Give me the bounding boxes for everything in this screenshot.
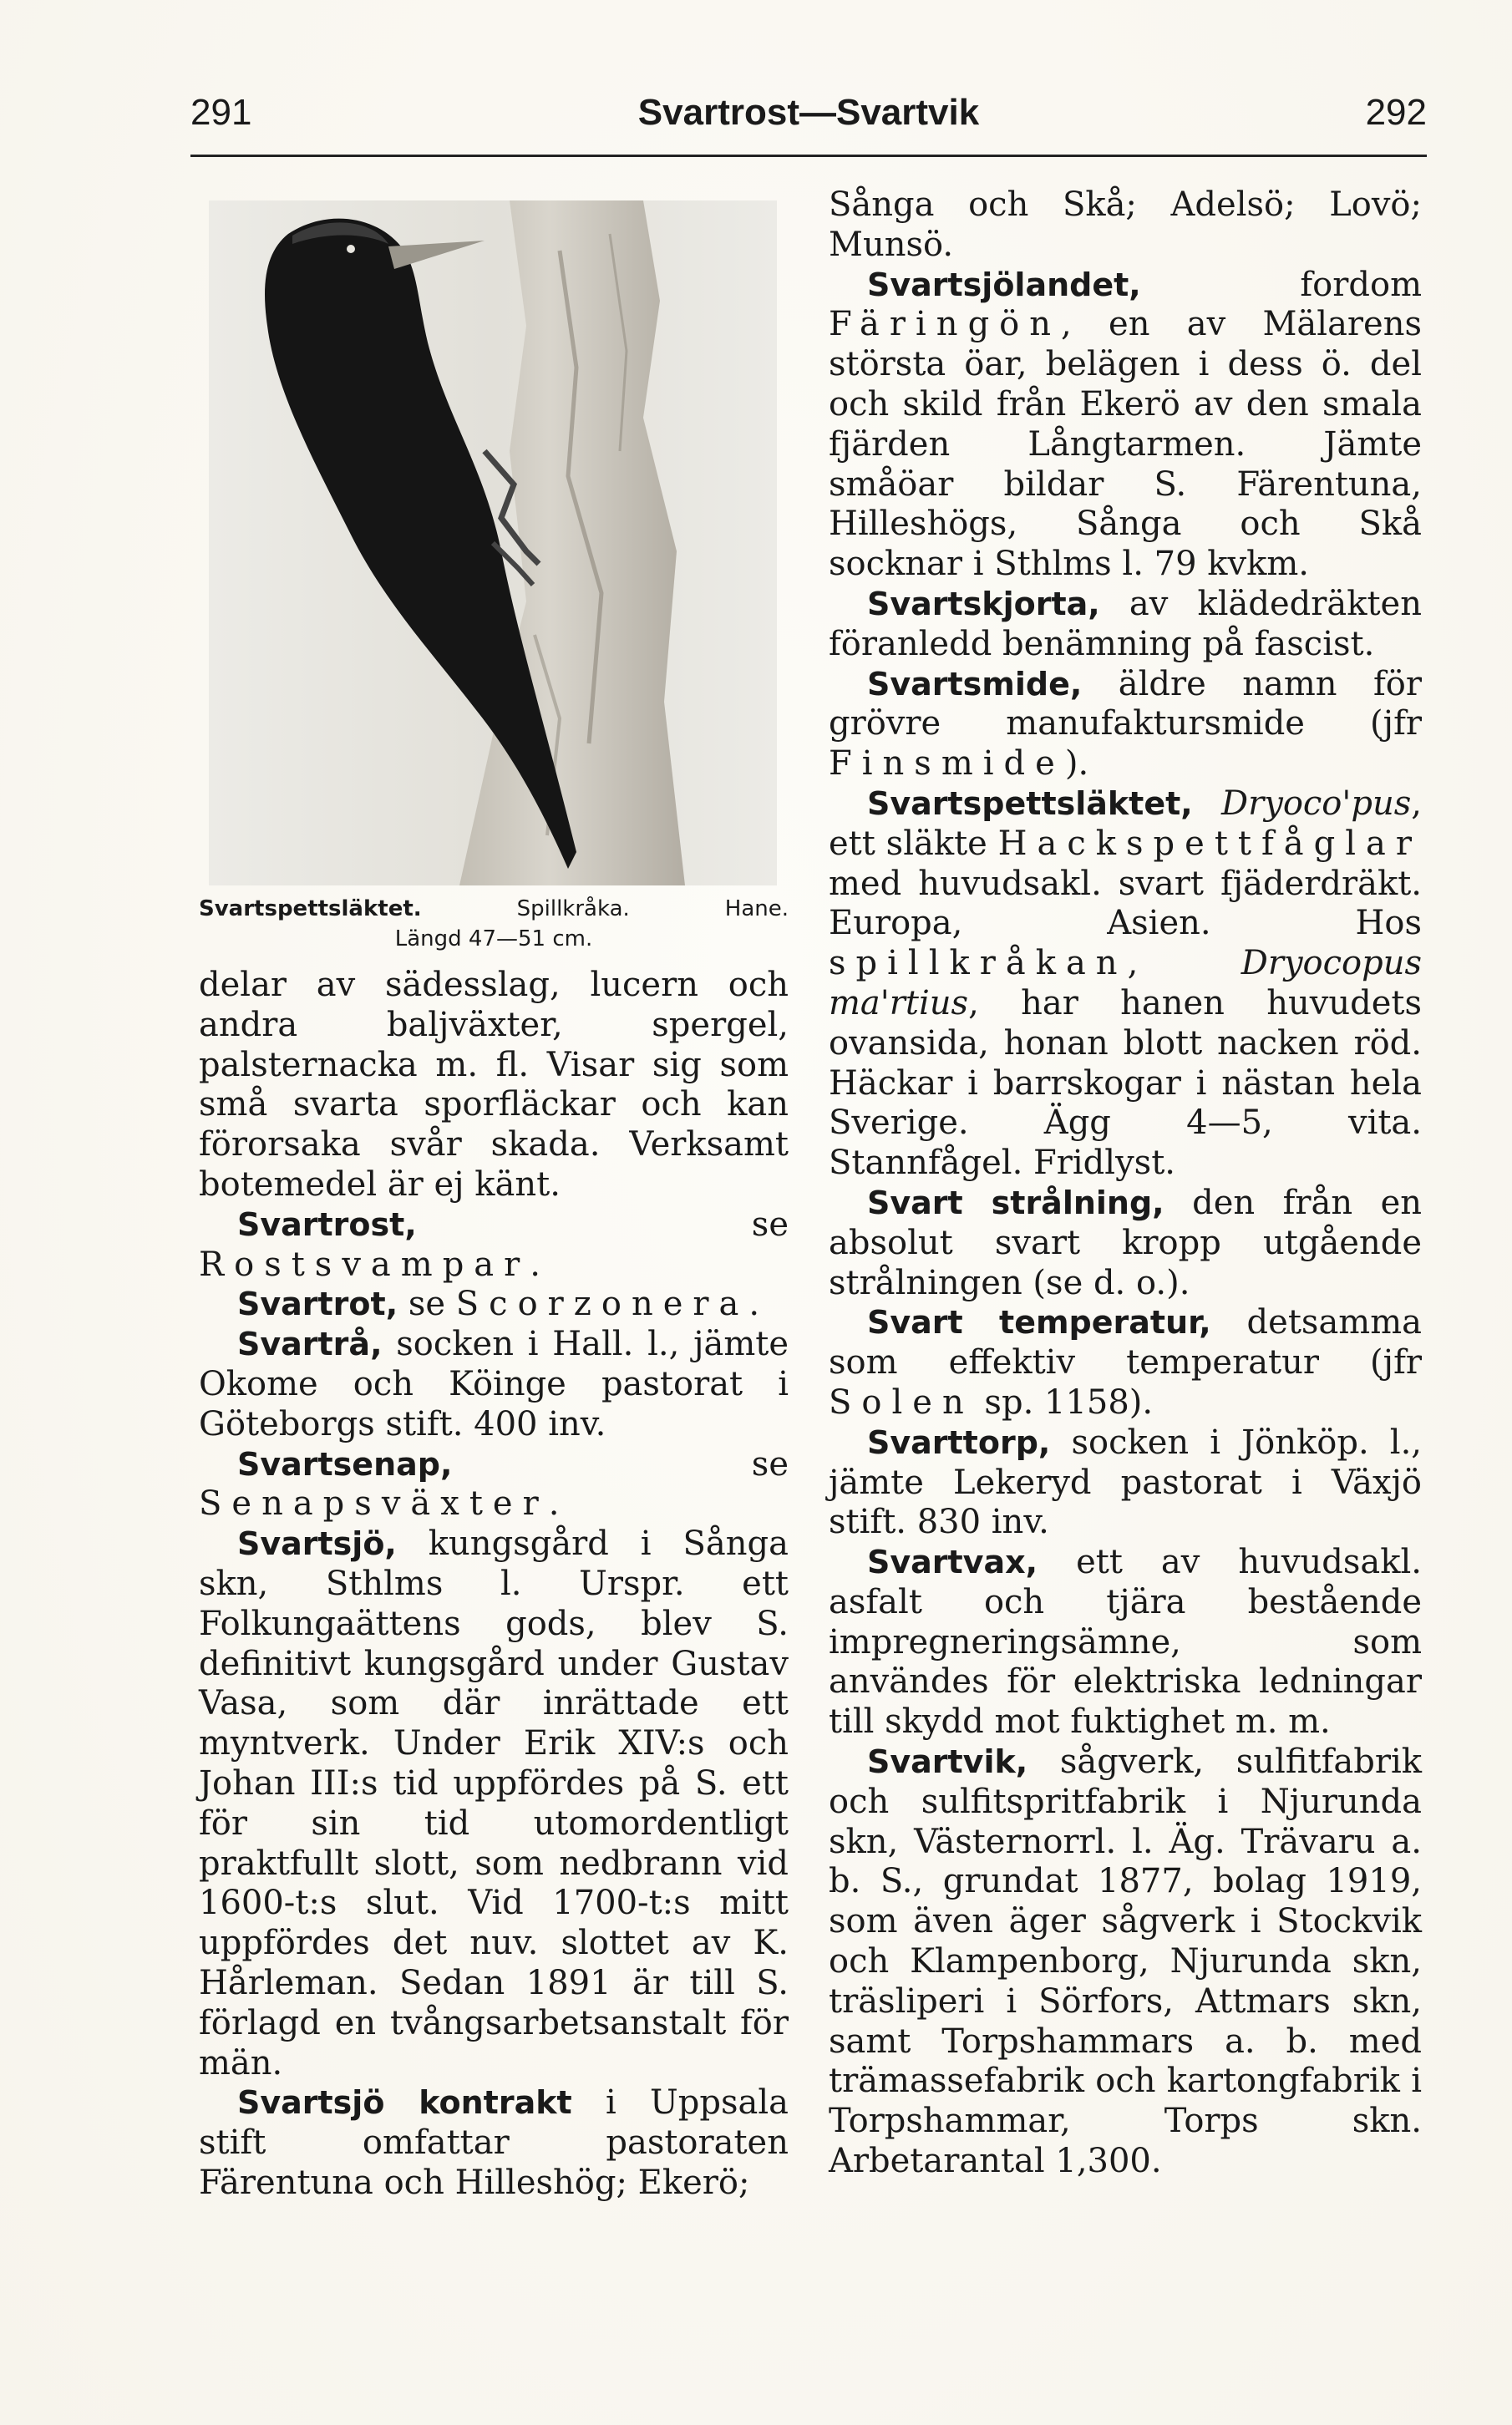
entry-svartvax: Svartvax, ett av huvudsakl. asfalt och tjära bestående impregneringsämne, som användes för elektriska ledningar till skydd mot fuktighet m. m. — [829, 1543, 1422, 1742]
headword: Svarttorp, — [867, 1423, 1051, 1461]
caption-sex: Hane. — [724, 896, 789, 921]
headword: Svartvax, — [867, 1544, 1038, 1581]
left-column — [199, 966, 789, 2204]
entry-svart-temperatur: Svart temperatur, detsamma som effektiv temperatur (jfr Solen sp. 1158). — [829, 1303, 1422, 1422]
entry-svarttorp: Svarttorp, socken i Jönköp. l., jämte Lekeryd pastorat i Växjö stift. 830 inv. — [829, 1423, 1422, 1542]
entry-svartra: Svartrå, socken i Hall. l., jämte Okome och Köinge pastorat i Göteborgs stift. 400 inv. — [199, 1325, 789, 1443]
entry-svartrost: Svartrost, se Rostsvampar. — [199, 1205, 789, 1284]
black-woodpecker-illustration — [209, 200, 777, 885]
running-header — [190, 92, 1427, 150]
entry-svartsenap: Svartsenap, se Senapsväxter. — [199, 1444, 789, 1524]
headword: Svartsjö, — [237, 1525, 397, 1563]
continued-paragraph: delar av sädesslag, lucern och andra baljväxter, spergel, palsternacka m. fl. Visar sig som små svarta sporfläckar och kan förorsaka svår skada. Verksamt botemedel är ej känt. — [199, 966, 789, 1204]
right-column — [829, 185, 1422, 2182]
headword: Svartsenap, — [237, 1445, 453, 1483]
spaced-name: spillkråkan — [829, 944, 1128, 983]
entry-svartsjo: Svartsjö, kungsgård i Sånga skn, Sthlms l. Urspr. ett Folkungaättens gods, blev S. definitivt kungsgård under Gustav Vasa, som där inrättade ett myntverk. Under Erik XIV:s och Johan III:s tid uppfördes på S. ett för sin tid utomordentligt praktfullt slott, som nedbrann vid 1600-t:s slut. Vid 1700-t:s mitt uppfördes det nuv. slottet av K. Hårleman. Sedan 1891 är till S. förlagd en tvångsarbetsanstalt för män. — [199, 1525, 789, 2083]
headword: Svartrot, — [237, 1286, 398, 1323]
cross-reference: Hackspettfåglar — [997, 824, 1422, 863]
page-number-left: 291 — [190, 92, 252, 133]
caption-length: Längd 47—51 cm. — [394, 926, 593, 951]
entry-svartspettslaktet: Svartspettsläktet, Dryoco'pus, ett släkte Hackspettfåglar med huvudsakl. svart fjäderdräkt. Europa, Asien. Hos spillkråkan, Dryocopus ma'rtius, har hanen huvudets ovansida, honan blott nacken röd. Häckar i barrskogar i nästan hela Sverige. Ägg 4—5, vita. Stannfågel. Fridlyst. — [829, 784, 1422, 1183]
caption-species: Spillkråka. — [516, 896, 630, 921]
cross-reference: Finsmide — [829, 744, 1065, 784]
entry-svartskjorta: Svartskjorta, av klädedräkten föranledd benämning på fascist. — [829, 584, 1422, 663]
headword: Svartsjölandet, — [867, 266, 1141, 303]
continued-paragraph: Sånga och Skå; Adelsö; Lovö; Munsö. — [829, 185, 1422, 264]
cross-reference: Scorzonera — [455, 1285, 749, 1324]
entry-svart-stralning: Svart strålning, den från en absolut svart kropp utgående strålningen (se d. o.). — [829, 1183, 1423, 1302]
header-rule — [190, 155, 1427, 157]
headword: Svartvik, — [867, 1743, 1028, 1781]
headword: Svartsjö kontrakt — [237, 2084, 572, 2122]
latin-name: Dryoco'pus — [1192, 784, 1412, 823]
running-title: Svartrost—Svartvik — [637, 92, 980, 133]
headword: Svartrost, — [237, 1205, 417, 1243]
latin-name: Dryocopus ma'rtius — [829, 944, 1422, 1022]
cross-reference: Senapsväxter — [199, 1484, 549, 1524]
entry-svartvik: Svartvik, sågverk, sulfitfabrik och sulfitspritfabrik i Njurunda skn, Västernorrl. l. Äg. Trävaru a. b. S., grundat 1877, bolag 1919, som även äger sågverk i Stockvik och Klampenborg, Njurunda skn, träsliperi i Sörfors, Attmars skn, samt Torpshammars a. b. med trämassefabrik och kartongfabrik i Torpshammar, Torps skn. Arbetarantal 1,300. — [829, 1743, 1422, 2181]
headword: Svartspettsläktet, — [867, 784, 1193, 822]
headword: Svartsmide, — [867, 665, 1083, 703]
entry-svartsjo-kontrakt: Svartsjö kontrakt i Uppsala stift omfattar pastoraten Färentuna och Hilleshög; Ekerö; — [199, 2083, 789, 2202]
cross-reference: Solen — [829, 1382, 974, 1422]
caption-genus: Svartspettsläktet. — [199, 896, 422, 921]
page-number-right: 292 — [1365, 92, 1427, 133]
entry-svartsjolandet: Svartsjölandet, fordom Färingön, en av Mälarens största öar, belägen i dess ö. del och skild från Ekerö av den smala fjärden Långtarmen. Jämte småöar bildar S. Färentuna, Hilleshögs, Sånga och Skå socknar i Sthlms l. 79 kvkm. — [829, 265, 1422, 584]
headword: Svart temperatur, — [867, 1304, 1211, 1342]
headword: Svart strålning, — [867, 1184, 1164, 1221]
cross-reference: Rostsvampar — [199, 1245, 530, 1284]
figure-caption — [199, 894, 789, 954]
headword: Svartskjorta, — [867, 585, 1100, 622]
entry-svartrot: Svartrot, se Scorzonera. — [237, 1285, 760, 1324]
woodpecker-figure — [209, 200, 777, 885]
entry-svartsmide: Svartsmide, äldre namn för grövre manufaktursmide (jfr Finsmide). — [829, 664, 1422, 784]
headword: Svartrå, — [237, 1326, 383, 1363]
spaced-name: Färingön — [829, 305, 1062, 344]
